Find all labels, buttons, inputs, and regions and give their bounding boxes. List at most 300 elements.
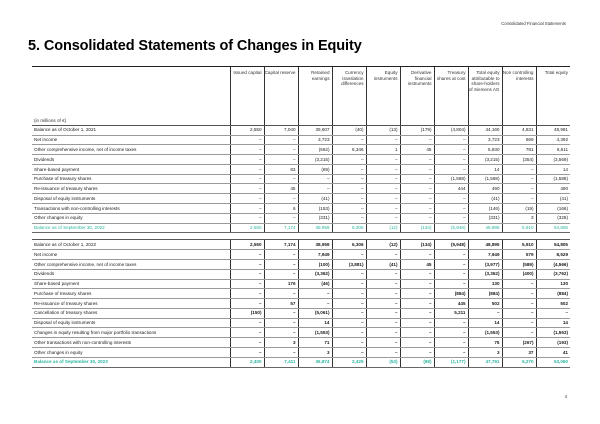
- cell-value: 2,550: [230, 223, 264, 233]
- cell-value: (69): [298, 164, 332, 174]
- cell-value: 3,723: [468, 135, 502, 145]
- row-label: Share-based payment: [32, 164, 230, 174]
- cell-value: 14: [468, 318, 502, 328]
- cell-value: –: [366, 164, 400, 174]
- cell-value: (400): [502, 269, 536, 279]
- cell-value: 7,040: [264, 125, 298, 135]
- cell-value: (354): [502, 155, 536, 165]
- cell-value: 83: [264, 164, 298, 174]
- cell-value: –: [366, 289, 400, 299]
- cell-value: –: [230, 155, 264, 165]
- table-row: [32, 135, 570, 145]
- cell-value: (331): [468, 213, 502, 223]
- table-row: [32, 289, 570, 299]
- cell-value: –: [264, 155, 298, 165]
- row-label: Transactions with non-controlling interests: [32, 204, 230, 214]
- cell-value: –: [536, 308, 570, 318]
- cell-value: (884): [468, 289, 502, 299]
- cell-value: –: [230, 204, 264, 214]
- cell-value: –: [434, 318, 468, 328]
- cell-value: 444: [434, 184, 468, 194]
- cell-value: 6,306: [332, 240, 366, 250]
- cell-value: 445: [434, 299, 468, 309]
- section-gap: [32, 233, 570, 240]
- row-label: Net income: [32, 250, 230, 260]
- cell-value: (41): [366, 259, 400, 269]
- cell-value: (267): [502, 338, 536, 348]
- cell-value: (19): [502, 204, 536, 214]
- cell-value: –: [502, 194, 536, 204]
- cell-value: 5,270: [502, 357, 536, 367]
- row-label: Other comprehensive income, net of income taxes: [32, 145, 230, 155]
- table-row: [32, 213, 570, 223]
- cell-value: –: [332, 289, 366, 299]
- cell-value: –: [332, 347, 366, 357]
- cell-value: (1,588): [434, 174, 468, 184]
- cell-value: –: [230, 145, 264, 155]
- cell-value: 41: [536, 347, 570, 357]
- opening-balance-row: [32, 125, 570, 135]
- page-title: 5. Consolidated Statements of Changes in Equity: [28, 38, 362, 54]
- cell-value: –: [400, 164, 434, 174]
- cell-value: –: [400, 299, 434, 309]
- row-label: Other comprehensive income, net of income taxes: [32, 259, 230, 269]
- cell-value: –: [230, 338, 264, 348]
- cell-value: 2,425: [332, 357, 366, 367]
- cell-value: –: [332, 279, 366, 289]
- cell-value: (46): [298, 279, 332, 289]
- cell-value: (40): [332, 125, 366, 135]
- cell-value: –: [230, 289, 264, 299]
- cell-value: 6,306: [332, 223, 366, 233]
- row-label: Dividends: [32, 269, 230, 279]
- cell-value: –: [332, 174, 366, 184]
- cell-value: 490: [468, 184, 502, 194]
- cell-value: 37: [502, 347, 536, 357]
- cell-value: 14: [536, 318, 570, 328]
- cell-value: –: [332, 318, 366, 328]
- cell-value: –: [264, 289, 298, 299]
- column-header: Equity instruments: [366, 67, 400, 117]
- cell-value: (146): [468, 204, 502, 214]
- cell-value: –: [400, 269, 434, 279]
- cell-value: 1: [366, 145, 400, 155]
- cell-value: –: [332, 194, 366, 204]
- cell-value: 2,550: [230, 125, 264, 135]
- cell-value: –: [366, 328, 400, 338]
- cell-value: (328): [536, 213, 570, 223]
- cell-value: (134): [400, 240, 434, 250]
- cell-value: 781: [502, 145, 536, 155]
- cell-value: –: [298, 174, 332, 184]
- cell-value: –: [366, 250, 400, 260]
- cell-value: 8,529: [536, 250, 570, 260]
- cell-value: (12): [366, 240, 400, 250]
- cell-value: –: [264, 269, 298, 279]
- cell-value: (13): [366, 125, 400, 135]
- cell-value: –: [264, 250, 298, 260]
- cell-value: –: [434, 145, 468, 155]
- row-label: Cancellation of treasury shares: [32, 308, 230, 318]
- cell-value: (41): [536, 194, 570, 204]
- cell-value: –: [434, 269, 468, 279]
- table-row: [32, 269, 570, 279]
- cell-value: 6: [264, 204, 298, 214]
- closing-balance-row: [32, 357, 570, 367]
- cell-value: 6,346: [332, 145, 366, 155]
- cell-value: 44,160: [468, 125, 502, 135]
- cell-value: 5,830: [468, 145, 502, 155]
- cell-value: 54,805: [536, 240, 570, 250]
- cell-value: –: [332, 328, 366, 338]
- cell-value: (166): [536, 204, 570, 214]
- cell-value: –: [264, 318, 298, 328]
- cell-value: –: [332, 250, 366, 260]
- cell-value: 71: [298, 338, 332, 348]
- cell-value: –: [366, 135, 400, 145]
- cell-value: 48,991: [536, 125, 570, 135]
- cell-value: –: [332, 204, 366, 214]
- cell-value: 14: [298, 318, 332, 328]
- cell-value: (884): [434, 289, 468, 299]
- table-row: [32, 250, 570, 260]
- cell-value: –: [400, 135, 434, 145]
- cell-value: (3,881): [332, 259, 366, 269]
- cell-value: (3,215): [468, 155, 502, 165]
- cell-value: 7,411: [264, 357, 298, 367]
- cell-value: –: [230, 279, 264, 289]
- cell-value: 38,959: [298, 223, 332, 233]
- cell-value: 14: [468, 164, 502, 174]
- equity-statement-table-container: [32, 66, 570, 368]
- column-header: Retained earnings: [298, 67, 332, 117]
- cell-value: –: [434, 328, 468, 338]
- table-row: [32, 145, 570, 155]
- unit-label: (in millions of €): [32, 116, 230, 125]
- cell-value: –: [502, 289, 536, 299]
- cell-value: 45: [264, 184, 298, 194]
- table-row: [32, 279, 570, 289]
- cell-value: –: [332, 184, 366, 194]
- cell-value: 5,211: [434, 308, 468, 318]
- cell-value: (1,553): [536, 328, 570, 338]
- cell-value: –: [298, 299, 332, 309]
- cell-value: –: [264, 145, 298, 155]
- cell-value: 3: [298, 347, 332, 357]
- cell-value: 4,831: [502, 125, 536, 135]
- column-header: Currency translation differences: [332, 67, 366, 117]
- column-header-label: [32, 67, 230, 117]
- cell-value: –: [332, 155, 366, 165]
- cell-value: (562): [298, 145, 332, 155]
- table-row: [32, 338, 570, 348]
- row-label: Other changes in equity: [32, 347, 230, 357]
- cell-value: –: [502, 299, 536, 309]
- cell-value: –: [332, 135, 366, 145]
- cell-value: –: [332, 164, 366, 174]
- table-header: [32, 67, 570, 117]
- row-label: Balance as of September 30, 2023: [32, 357, 230, 367]
- cell-value: (5,948): [434, 240, 468, 250]
- cell-value: 36,874: [298, 357, 332, 367]
- cell-value: 5,910: [502, 240, 536, 250]
- cell-value: –: [502, 279, 536, 289]
- cell-value: –: [434, 259, 468, 269]
- row-label: Net income: [32, 135, 230, 145]
- row-label: Balance as of September 30, 2022: [32, 223, 230, 233]
- cell-value: (4,804): [434, 125, 468, 135]
- section-fy2023: [32, 240, 570, 367]
- table-row: [32, 164, 570, 174]
- cell-value: (5,061): [298, 308, 332, 318]
- cell-value: –: [332, 338, 366, 348]
- column-header-row: [32, 67, 570, 117]
- cell-value: –: [434, 135, 468, 145]
- row-label: Changes in equity resulting from major portfolio transactions: [32, 328, 230, 338]
- cell-value: –: [434, 164, 468, 174]
- cell-value: –: [400, 318, 434, 328]
- running-head: Consolidated Financial Statements: [501, 21, 566, 26]
- cell-value: –: [400, 308, 434, 318]
- cell-value: –: [230, 250, 264, 260]
- cell-value: –: [400, 279, 434, 289]
- table-row: [32, 184, 570, 194]
- cell-value: –: [230, 318, 264, 328]
- cell-value: –: [264, 194, 298, 204]
- row-label: Balance as of October 1, 2022: [32, 240, 230, 250]
- cell-value: –: [332, 269, 366, 279]
- cell-value: –: [366, 213, 400, 223]
- table-row: [32, 194, 570, 204]
- cell-value: 579: [502, 250, 536, 260]
- cell-value: –: [434, 194, 468, 204]
- cell-value: –: [332, 299, 366, 309]
- cell-value: 4,392: [536, 135, 570, 145]
- cell-value: –: [366, 155, 400, 165]
- cell-value: 54,805: [536, 223, 570, 233]
- cell-value: –: [400, 204, 434, 214]
- cell-value: (1,588): [536, 174, 570, 184]
- cell-value: –: [434, 338, 468, 348]
- cell-value: –: [400, 289, 434, 299]
- cell-value: –: [502, 184, 536, 194]
- cell-value: –: [400, 347, 434, 357]
- cell-value: 48,895: [468, 240, 502, 250]
- cell-value: 2,550: [230, 240, 264, 250]
- cell-value: –: [230, 328, 264, 338]
- cell-value: –: [264, 174, 298, 184]
- cell-value: (3,762): [536, 269, 570, 279]
- cell-value: –: [434, 347, 468, 357]
- cell-value: 130: [468, 279, 502, 289]
- cell-value: (12): [366, 223, 400, 233]
- row-label: Balance as of October 1, 2021: [32, 125, 230, 135]
- cell-value: –: [502, 174, 536, 184]
- cell-value: –: [434, 213, 468, 223]
- cell-value: –: [230, 347, 264, 357]
- cell-value: (3,977): [468, 259, 502, 269]
- cell-value: (193): [536, 338, 570, 348]
- cell-value: 7,174: [264, 240, 298, 250]
- cell-value: –: [434, 250, 468, 260]
- cell-value: –: [298, 289, 332, 299]
- cell-value: 3: [264, 338, 298, 348]
- cell-value: (100): [298, 259, 332, 269]
- cell-value: –: [298, 184, 332, 194]
- row-label: Disposal of equity instruments: [32, 318, 230, 328]
- equity-statement-table: [32, 66, 570, 368]
- cell-value: –: [366, 184, 400, 194]
- column-header: Derivative financial instruments: [400, 67, 434, 117]
- cell-value: (589): [502, 259, 536, 269]
- cell-value: –: [502, 318, 536, 328]
- cell-value: –: [264, 347, 298, 357]
- cell-value: –: [230, 164, 264, 174]
- cell-value: 669: [502, 135, 536, 145]
- cell-value: –: [468, 308, 502, 318]
- row-label: Disposal of equity instruments: [32, 194, 230, 204]
- table-row: [32, 308, 570, 318]
- cell-value: (1,177): [434, 357, 468, 367]
- table-row: [32, 347, 570, 357]
- cell-value: –: [230, 259, 264, 269]
- cell-value: 7,949: [468, 250, 502, 260]
- column-header: Total equity: [536, 67, 570, 117]
- cell-value: 7,949: [298, 250, 332, 260]
- cell-value: –: [502, 308, 536, 318]
- cell-value: 6,611: [536, 145, 570, 155]
- cell-value: 48,895: [468, 223, 502, 233]
- cell-value: –: [434, 204, 468, 214]
- cell-value: –: [264, 328, 298, 338]
- cell-value: –: [366, 269, 400, 279]
- cell-value: –: [264, 308, 298, 318]
- unit-row: [32, 116, 570, 125]
- cell-value: –: [366, 279, 400, 289]
- column-header: Non controlling interests: [502, 67, 536, 117]
- table-row: [32, 299, 570, 309]
- cell-value: 176: [264, 279, 298, 289]
- cell-value: (1,588): [468, 174, 502, 184]
- table-row: [32, 155, 570, 165]
- row-label: Share-based payment: [32, 279, 230, 289]
- cell-value: –: [502, 164, 536, 174]
- cell-value: 130: [536, 279, 570, 289]
- cell-value: 5,910: [502, 223, 536, 233]
- cell-value: (3,215): [298, 155, 332, 165]
- table-row: [32, 318, 570, 328]
- cell-value: 7,174: [264, 223, 298, 233]
- cell-value: 14: [536, 164, 570, 174]
- column-header: Issued capital: [230, 67, 264, 117]
- table-row: [32, 328, 570, 338]
- cell-value: –: [264, 213, 298, 223]
- cell-value: –: [366, 204, 400, 214]
- cell-value: –: [400, 213, 434, 223]
- section-fy2022: [32, 116, 570, 233]
- table-row: [32, 174, 570, 184]
- cell-value: –: [366, 338, 400, 348]
- cell-value: –: [400, 155, 434, 165]
- cell-value: –: [366, 299, 400, 309]
- cell-value: –: [400, 338, 434, 348]
- page-number: 4: [564, 394, 567, 399]
- column-header: Treasury shares at cost: [434, 67, 468, 117]
- cell-value: –: [264, 135, 298, 145]
- cell-value: 75: [468, 338, 502, 348]
- cell-value: –: [332, 308, 366, 318]
- row-label: Re-issuance of treasury shares: [32, 299, 230, 309]
- cell-value: 502: [468, 299, 502, 309]
- cell-value: (41): [298, 194, 332, 204]
- column-header: Capital reserve: [264, 67, 298, 117]
- cell-value: 38,959: [298, 240, 332, 250]
- cell-value: (331): [298, 213, 332, 223]
- cell-value: –: [502, 328, 536, 338]
- cell-value: –: [400, 174, 434, 184]
- cell-value: (150): [230, 308, 264, 318]
- row-label: Other changes in equity: [32, 213, 230, 223]
- cell-value: –: [366, 194, 400, 204]
- cell-value: –: [366, 318, 400, 328]
- cell-value: –: [332, 213, 366, 223]
- cell-value: 3: [468, 347, 502, 357]
- cell-value: (1,553): [298, 328, 332, 338]
- cell-value: 502: [536, 299, 570, 309]
- cell-value: 45: [400, 145, 434, 155]
- cell-value: –: [366, 308, 400, 318]
- column-header: Total equity attributable to share-holders of Siemens AG: [468, 67, 502, 117]
- cell-value: (884): [536, 289, 570, 299]
- row-label: Purchase of treasury shares: [32, 174, 230, 184]
- cell-value: –: [264, 259, 298, 269]
- cell-value: –: [366, 347, 400, 357]
- cell-value: –: [366, 174, 400, 184]
- cell-value: –: [230, 135, 264, 145]
- cell-value: –: [230, 269, 264, 279]
- cell-value: –: [400, 194, 434, 204]
- row-label: Other transactions with non-controlling interests: [32, 338, 230, 348]
- cell-value: 2,400: [230, 357, 264, 367]
- cell-value: (179): [400, 125, 434, 135]
- cell-value: –: [230, 194, 264, 204]
- cell-value: (53): [366, 357, 400, 367]
- table-row: [32, 204, 570, 214]
- cell-value: 490: [536, 184, 570, 194]
- cell-value: –: [400, 250, 434, 260]
- cell-value: (41): [468, 194, 502, 204]
- cell-value: 47,791: [468, 357, 502, 367]
- row-label: Re-issuance of treasury shares: [32, 184, 230, 194]
- cell-value: (134): [400, 223, 434, 233]
- closing-balance-row: [32, 223, 570, 233]
- cell-value: 3,723: [298, 135, 332, 145]
- cell-value: (89): [400, 357, 434, 367]
- row-label: Dividends: [32, 155, 230, 165]
- cell-value: –: [230, 174, 264, 184]
- cell-value: –: [400, 184, 434, 194]
- table-row: [32, 259, 570, 269]
- opening-balance-row: [32, 240, 570, 250]
- cell-value: (3,362): [468, 269, 502, 279]
- cell-value: 39,607: [298, 125, 332, 135]
- cell-value: –: [434, 279, 468, 289]
- cell-value: –: [400, 328, 434, 338]
- cell-value: –: [230, 184, 264, 194]
- cell-value: –: [230, 213, 264, 223]
- cell-value: –: [434, 155, 468, 165]
- cell-value: 45: [400, 259, 434, 269]
